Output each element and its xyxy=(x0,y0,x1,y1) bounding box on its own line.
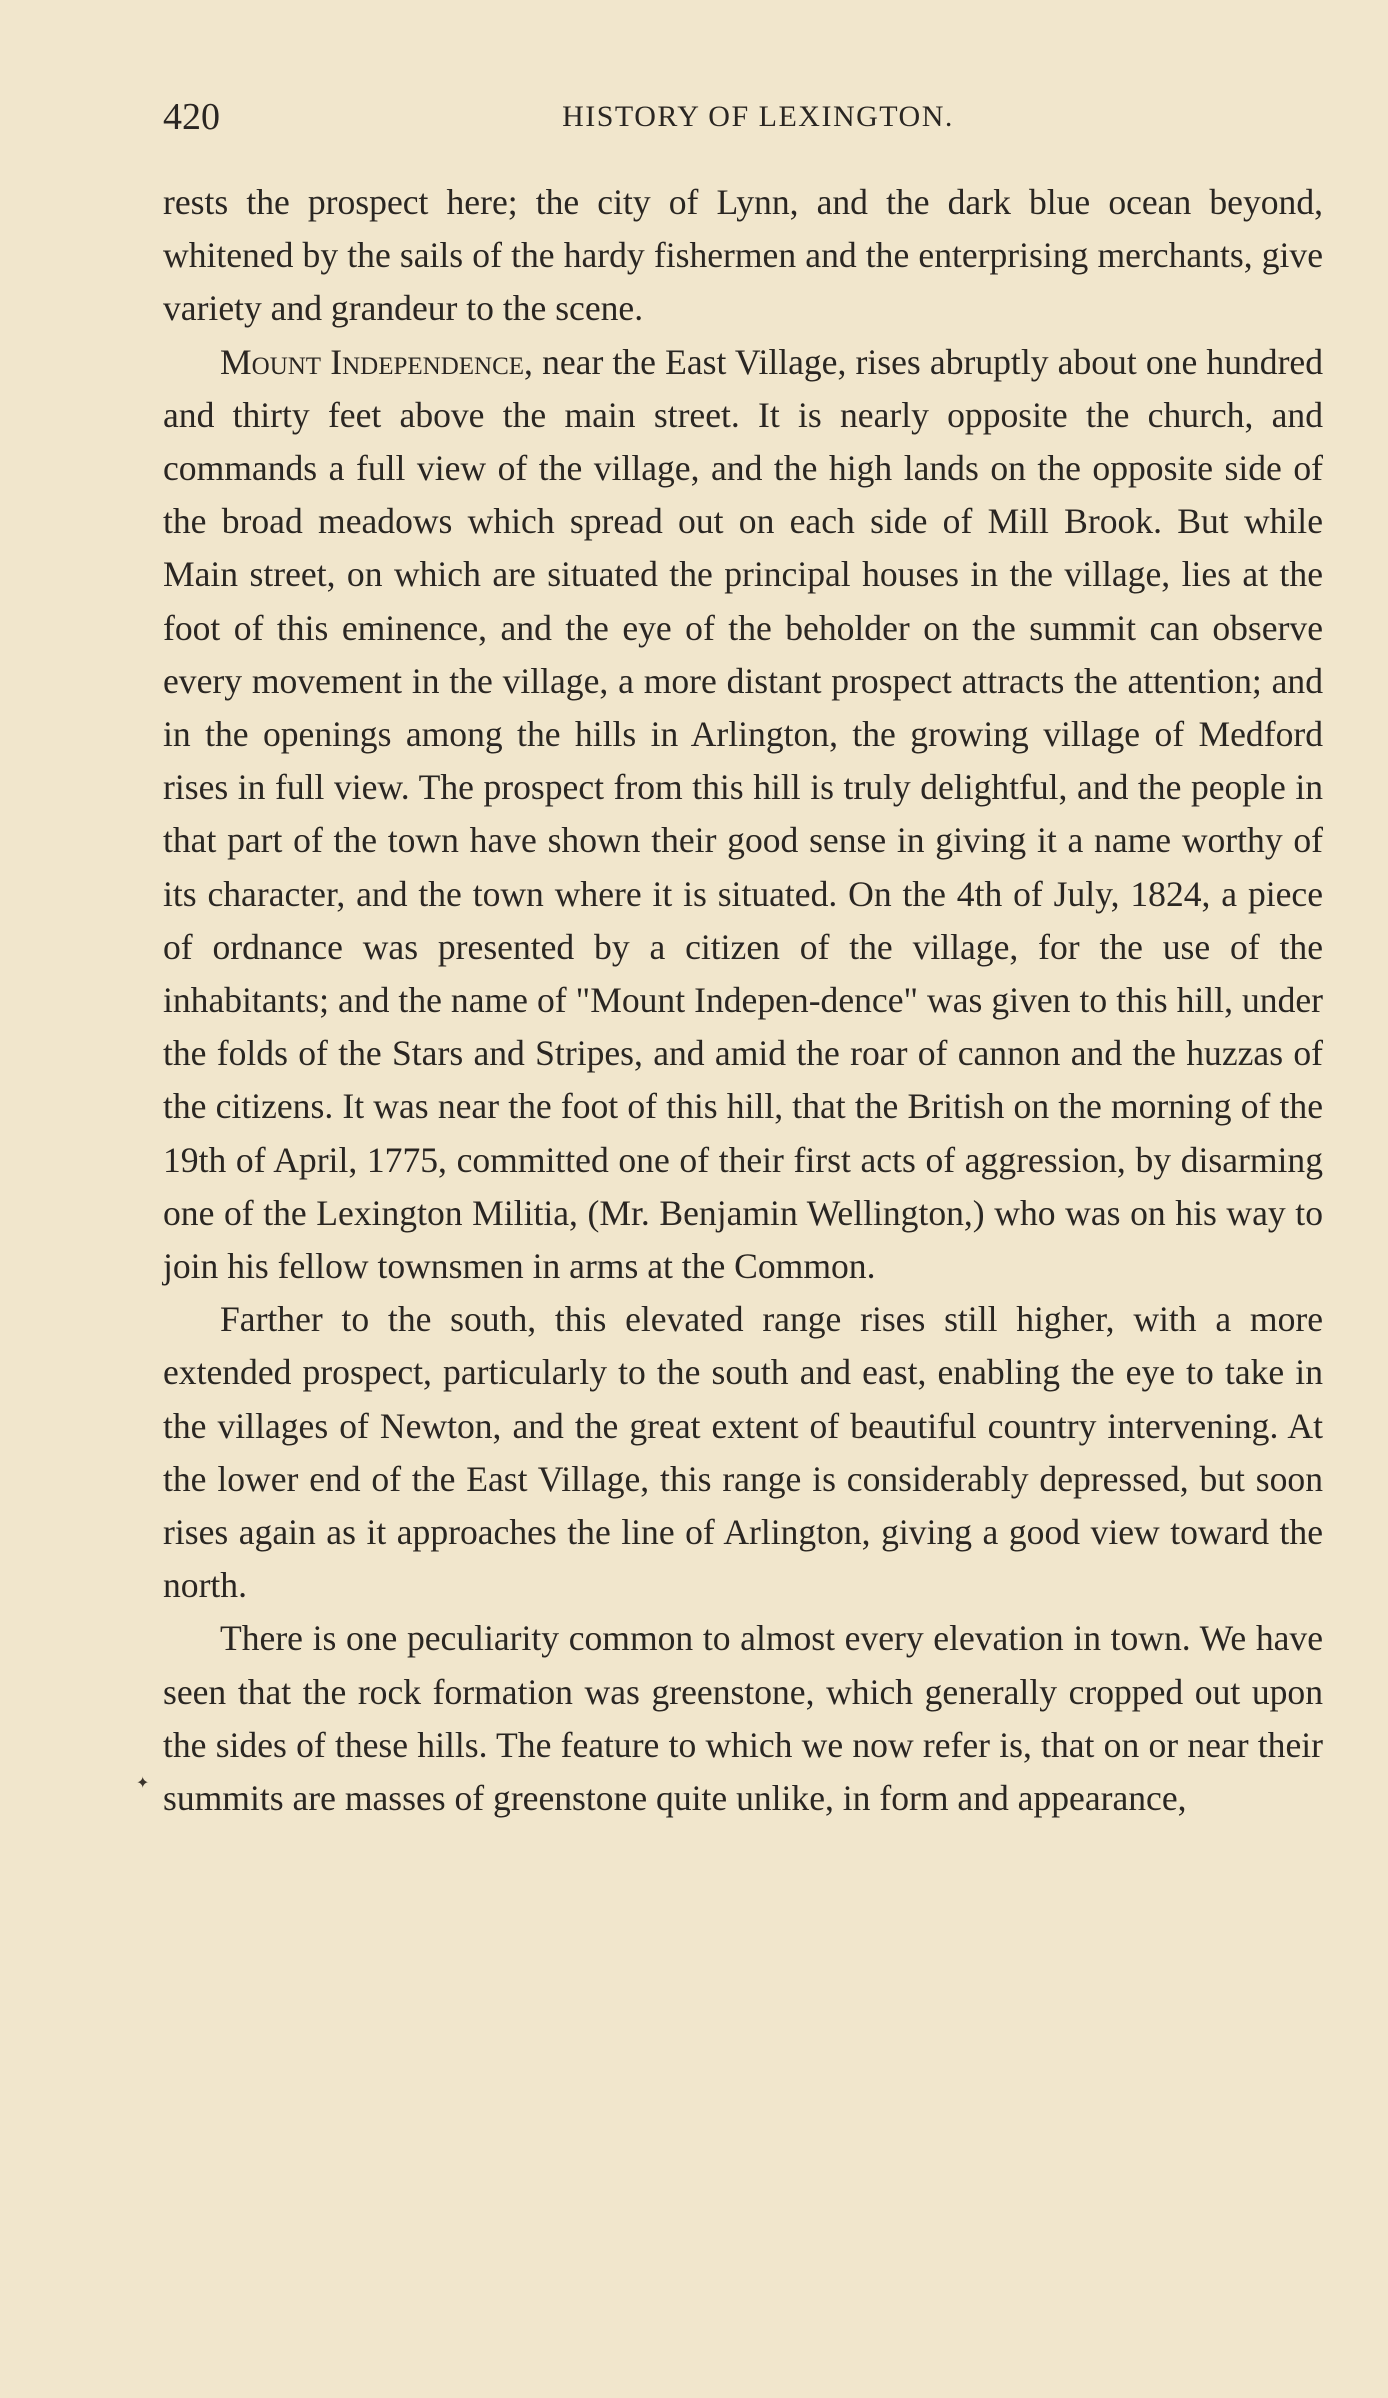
page-number: 420 xyxy=(163,96,220,138)
paragraph-mount-independence xyxy=(163,336,1323,1294)
paragraph-text: rests the prospect here; the city of Lynn, and the dark blue ocean beyond, whitened by the sails of the hardy fishermen and the enterprising merchants, give variety and grandeur to the scene. xyxy=(163,182,1323,329)
margin-mark: ✦ xyxy=(136,1773,150,1792)
paragraph-text: Farther to the south, this elevated range rises still higher, with a more extended prospect, particularly to the south and east, enabling the eye to take in the villages of Newton, and the great extent of beautiful country intervening. At the lower end of the East Village, this range is considerably depressed, but soon rises again as it approaches the line of Arlington, giving a good view toward the north. xyxy=(163,1299,1323,1606)
paragraph-farther-south xyxy=(163,1293,1323,1612)
paragraph-text: near the East Village, rises abruptly about one hundred and thirty feet above the main street. It is nearly opposite the church, and commands a full view of the village, and the high lands on the opposite side of the broad meadows which spread out on each side of Mill Brook. But while Main street, on which are situated the principal houses in the village, lies at the foot of this eminence, and the eye of the beholder on the summit can observe every movement in the village, a more distant prospect attracts the attention; and in the openings among the hills in Arlington, the growing village of Medford rises in full view. The prospect from this hill is truly delightful, and the people in that part of the town have shown their good sense in giving it a name worthy of its character, and the town where it is situated. On the 4th of July, 1824, a piece of ordnance was presented by a citizen of the village, for the use of the inhabitants; and the name of "Mount Indepen-dence" was given to this hill, under the folds of the Stars and Stripes, and amid the roar of cannon and the huzzas of the citizens. It was near the foot of this hill, that the British on the morning of the 19th of April, 1775, committed one of their first acts of aggression, by disarming one of the Lexington Militia, (Mr. Benjamin Wellington,) who was on his way to join his fellow townsmen in arms at the Common. xyxy=(163,341,1323,1287)
running-head: HISTORY OF LEXINGTON. xyxy=(562,100,954,133)
page-header xyxy=(163,92,1323,142)
body-text xyxy=(163,176,1323,1825)
paragraph-text: There is one peculiarity common to almost every elevation in town. We have seen that the rock formation was greenstone, which generally cropped out upon the sides of these hills. The feature to which we now refer is, that on or near their summits are masses of greenstone quite unlike, in form and appearance, xyxy=(163,1618,1323,1819)
paragraph-peculiarity xyxy=(163,1612,1323,1825)
paragraph-continued xyxy=(163,176,1323,336)
paragraph-lead-small-caps: Mount Independence, xyxy=(220,341,533,382)
